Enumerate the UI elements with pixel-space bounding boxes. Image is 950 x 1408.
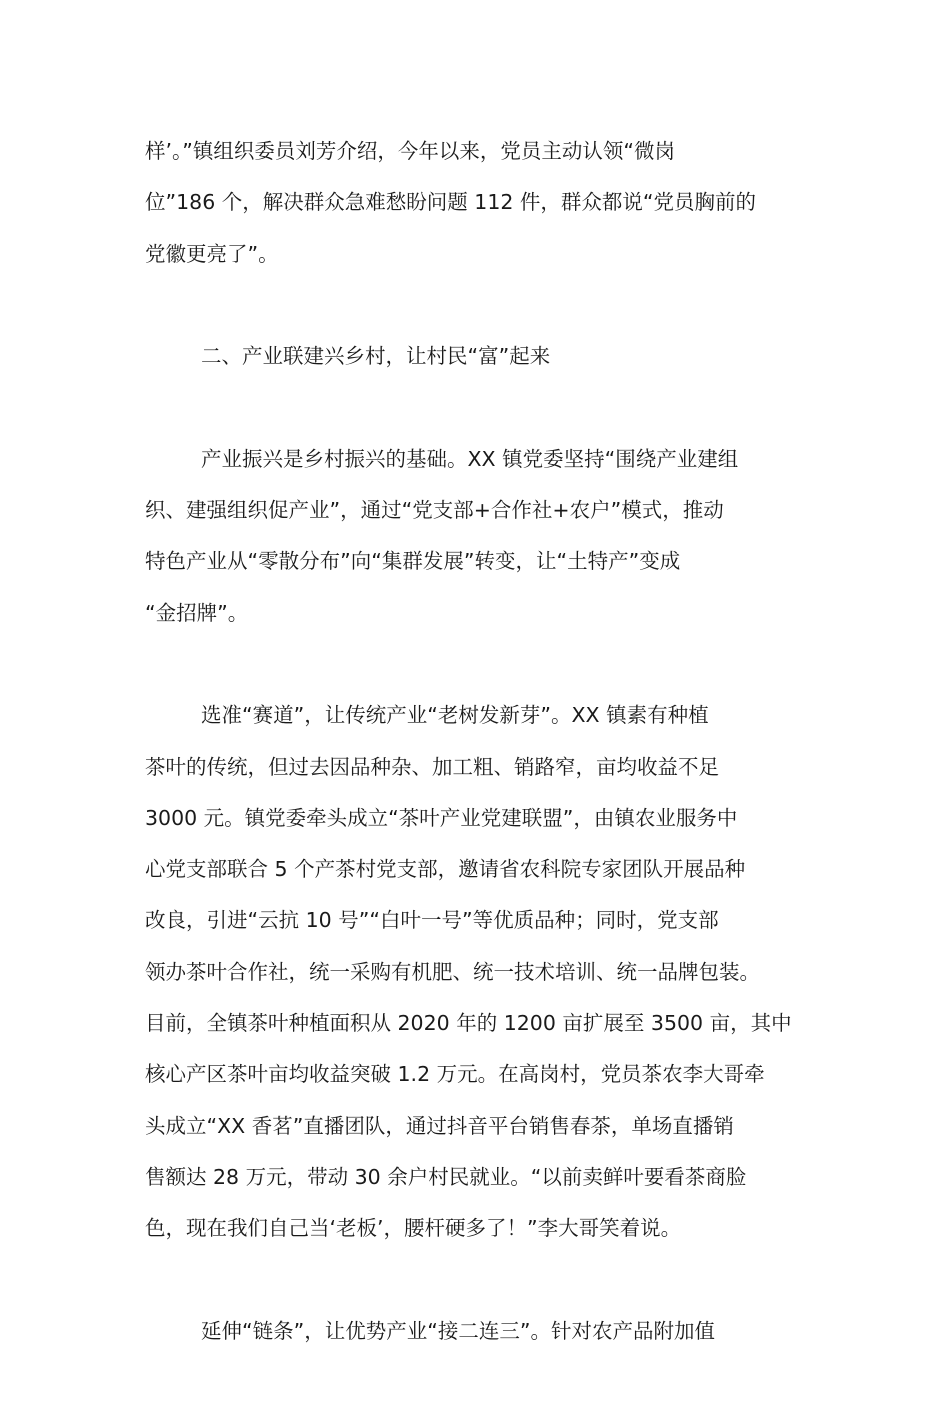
paragraph-industry-chain bbox=[145, 1306, 825, 1357]
text-line: 领办茶叶合作社，统一采购有机肥、统一技术培训、统一品牌包装。 bbox=[145, 959, 760, 984]
text-line: 目前，全镇茶叶种植面积从 2020 年的 1200 亩扩展至 3500 亩，其中 bbox=[145, 1011, 792, 1036]
text-line: 心党支部联合 5 个产茶村党支部，邀请省农科院专家团队开展品种 bbox=[145, 857, 746, 882]
text-line: “金招牌”。 bbox=[145, 600, 249, 625]
text-line: 3000 元。镇党委牵头成立“茶叶产业党建联盟”，由镇农业服务中 bbox=[145, 805, 738, 830]
text-line: 色，现在我们自己当‘老板’，腰杆硬多了！”李大哥笑着说。 bbox=[145, 1216, 682, 1241]
paragraph-continuation bbox=[145, 126, 825, 280]
text-line: 织、建强组织促产业”，通过“党支部+合作社+农户”模式，推动 bbox=[145, 498, 724, 523]
text-line: 头成立“XX 香茗”直播团队，通过抖音平台销售春茶，单场直播销 bbox=[145, 1113, 734, 1138]
text-line: 特色产业从“零散分布”向“集群发展”转变，让“土特产”变成 bbox=[145, 549, 681, 574]
section-heading bbox=[145, 331, 825, 382]
paragraph-intro bbox=[145, 434, 825, 639]
text-line: 核心产区茶叶亩均收益突破 1.2 万元。在高岗村，党员茶农李大哥牵 bbox=[145, 1062, 765, 1087]
text-line: 样’。”镇组织委员刘芳介绍，今年以来，党员主动认领“微岗 bbox=[145, 139, 676, 163]
text-line: 位”186 个，解决群众急难愁盼问题 112 件，群众都说“党员胸前的 bbox=[145, 190, 757, 215]
heading-text: 二、产业联建兴乡村，让村民“富”起来 bbox=[201, 344, 551, 369]
text-line: 改良，引进“云抗 10 号”“白叶一号”等优质品种；同时，党支部 bbox=[145, 908, 719, 933]
document-body bbox=[145, 126, 825, 1408]
paragraph-tea-industry bbox=[145, 690, 825, 1254]
text-line: 产业振兴是乡村振兴的基础。XX 镇党委坚持“围绕产业建组 bbox=[201, 446, 739, 471]
text-line: 茶叶的传统，但过去因品种杂、加工粗、销路窄，亩均收益不足 bbox=[145, 754, 719, 779]
text-line: 售额达 28 万元，带动 30 余户村民就业。“以前卖鲜叶要看茶商脸 bbox=[145, 1164, 747, 1189]
text-line: 选准“赛道”，让传统产业“老树发新芽”。XX 镇素有种植 bbox=[201, 703, 709, 728]
text-line: 党徽更亮了”。 bbox=[145, 241, 279, 266]
text-line: 延伸“链条”，让优势产业“接二连三”。针对农产品附加值 bbox=[201, 1318, 715, 1343]
